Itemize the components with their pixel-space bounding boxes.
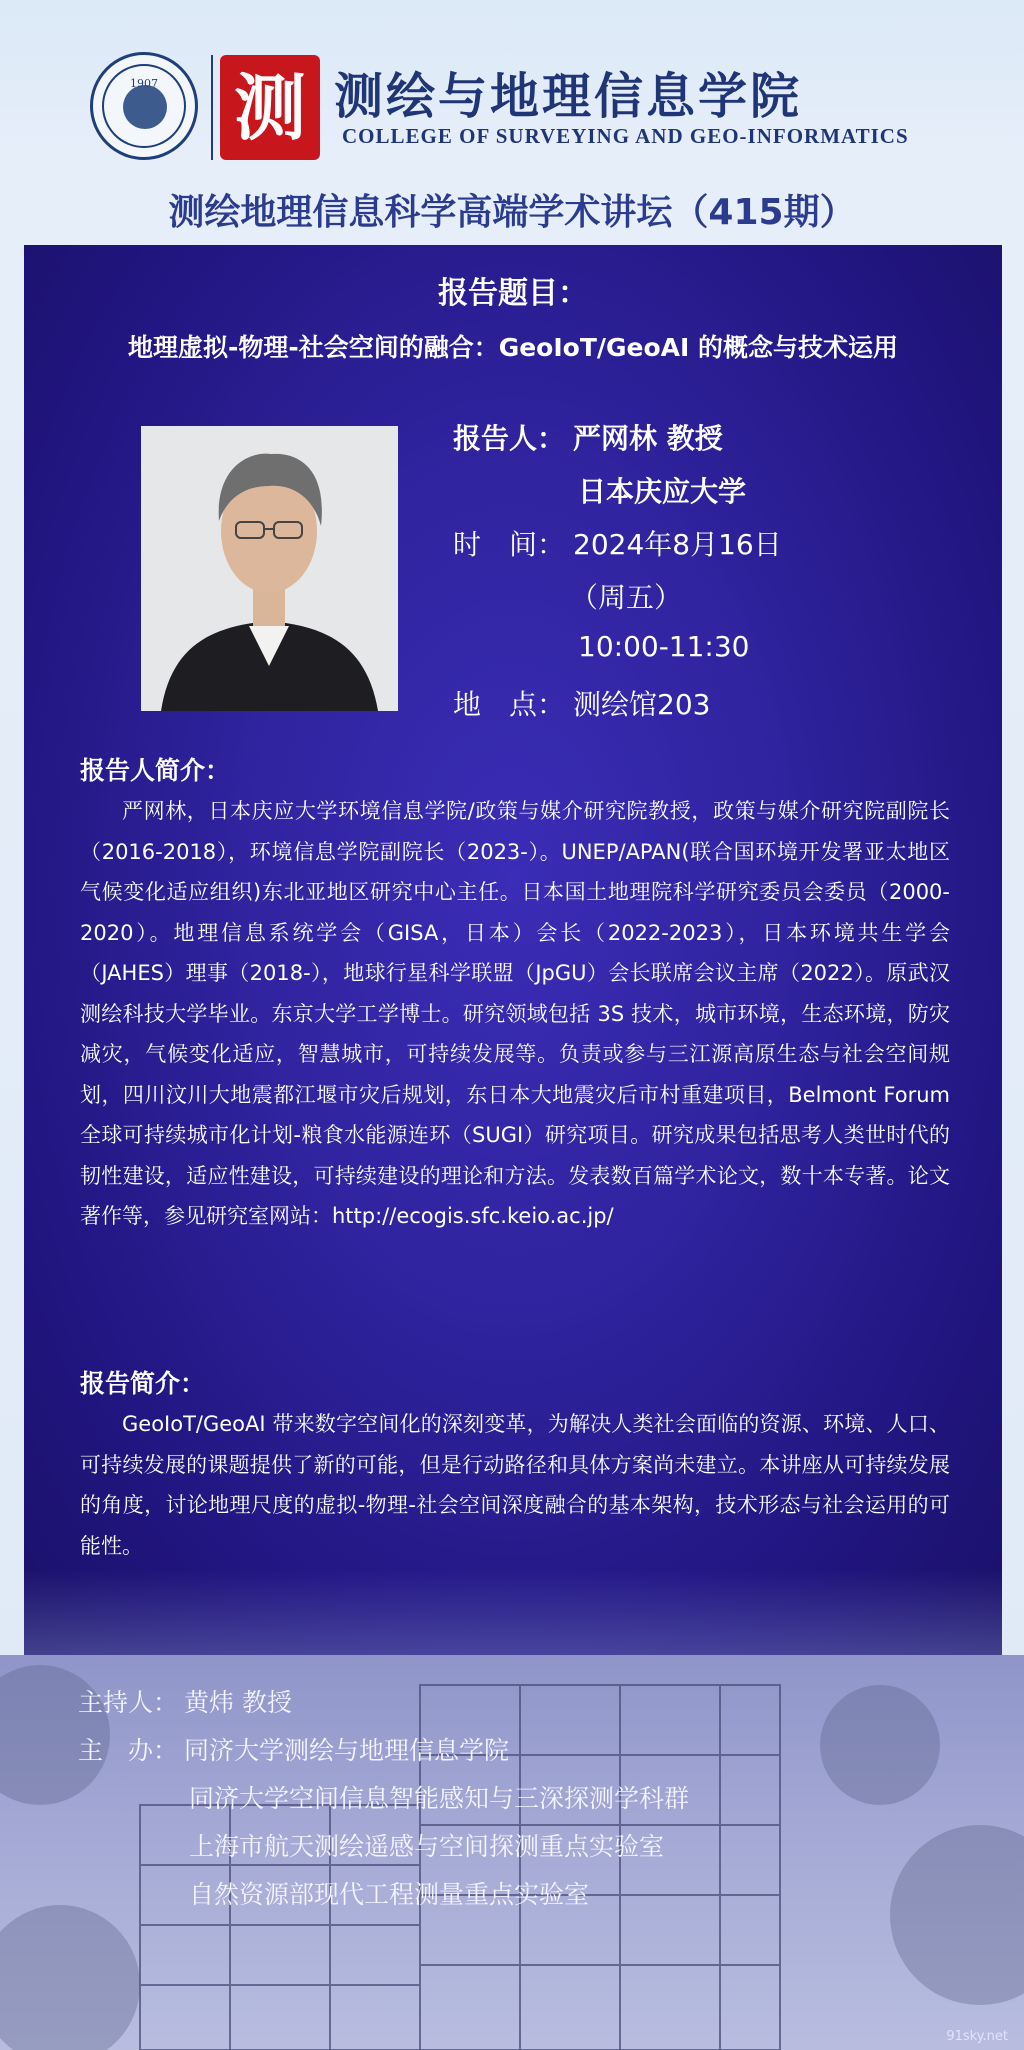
abstract-heading: 报告简介： xyxy=(80,1369,206,1398)
host-name: 黄炜 教授 xyxy=(184,1688,292,1717)
organizer-2: 同济大学空间信息智能感知与三深探测学科群 xyxy=(189,1784,690,1813)
college-stamp-logo: 测 xyxy=(220,55,320,160)
speaker-label: 报告人： xyxy=(453,422,566,455)
abstract-text: GeoIoT/GeoAI 带来数字空间化的深刻变革，为解决人类社会面临的资源、环境、人口、可持续发展的课题提供了新的可能，但是行动路径和具体方案尚未建立。本讲座从可持续发展的角度，讨论地理尺度的虚拟-物理-社会空间深度融合的基本架构，技术形态与社会运用的可能性。 xyxy=(80,1412,950,1558)
seal-year: 1907 xyxy=(130,77,158,90)
topic-title: 地理虚拟-物理-社会空间的融合：GeoIoT/GeoAI 的概念与技术运用 xyxy=(127,333,899,362)
header xyxy=(0,0,1024,245)
lecture-hours: 10:00-11:30 xyxy=(578,630,750,663)
host-label: 主持人： xyxy=(78,1688,179,1717)
lecture-date: 2024年8月16日 xyxy=(573,528,782,561)
bio-heading: 报告人简介： xyxy=(80,756,231,785)
panel-fade xyxy=(24,1570,1002,1660)
organizer-label: 主 办： xyxy=(78,1736,179,1765)
watermark: 91sky.net xyxy=(946,2029,1008,2044)
topic-label: 报告题目： xyxy=(438,276,588,311)
time-label: 时 间： xyxy=(453,528,566,561)
college-name-cn: 测绘与地理信息学院 xyxy=(334,67,803,125)
speaker-photo xyxy=(141,426,398,711)
bio-text: 严网林，日本庆应大学环境信息学院/政策与媒介研究院教授，政策与媒介研究院副院长（2016-2018），环境信息学院副院长（2023-）。UNEP/APAN(联合国环境开发署亚太地区气候变化适应组织)东北亚地区研究中心主任。日本国土地理院科学研究委员会委员（2000-2020）。地理信息系统学会（GISA，日本）会长（2022-2023），日本环境共生学会（JAHES）理事（2018-），地球行星科学联盟（JpGU）会长联席会议主席（2022）。原武汉测绘科技大学毕业。东京大学工学博士。研究领域包括 3S 技术，城市环境，生态环境，防灾减灾，气候变化适应，智慧城市，可持续发展等。负责或参与三江源高原生态与社会空间规划，四川汶川大地震都江堰市灾后规划，东日本大地震灾后市村重建项目，Belmont Forum 全球可持续城市化计划-粮食水能源连环（SUGI）研究项目。研究成果包括思考人类世时代的韧性建设，适应性建设，可持续建设的理论和方法。发表数百篇学术论文，数十本专著。论文著作等，参见研究室网站：http://ecogis.sfc.keio.ac.jp/ xyxy=(80,799,950,1228)
organizer-4: 自然资源部现代工程测量重点实验室 xyxy=(189,1880,590,1909)
college-name-en: COLLEGE OF SURVEYING AND GEO-INFORMATICS xyxy=(342,124,909,148)
organizer-1: 同济大学测绘与地理信息学院 xyxy=(184,1736,510,1765)
lecture-place: 测绘馆203 xyxy=(573,688,711,721)
tongji-university-seal-logo xyxy=(90,52,198,160)
speaker-affiliation: 日本庆应大学 xyxy=(578,475,747,508)
speaker-name: 严网林 教授 xyxy=(573,422,723,455)
lecture-series-title: 测绘地理信息科学高端学术讲坛（415期） xyxy=(168,192,856,233)
lecture-weekday: （周五） xyxy=(570,581,683,614)
header-divider xyxy=(211,55,213,160)
organizer-3: 上海市航天测绘遥感与空间探测重点实验室 xyxy=(189,1832,665,1861)
place-label: 地 点： xyxy=(453,688,566,721)
